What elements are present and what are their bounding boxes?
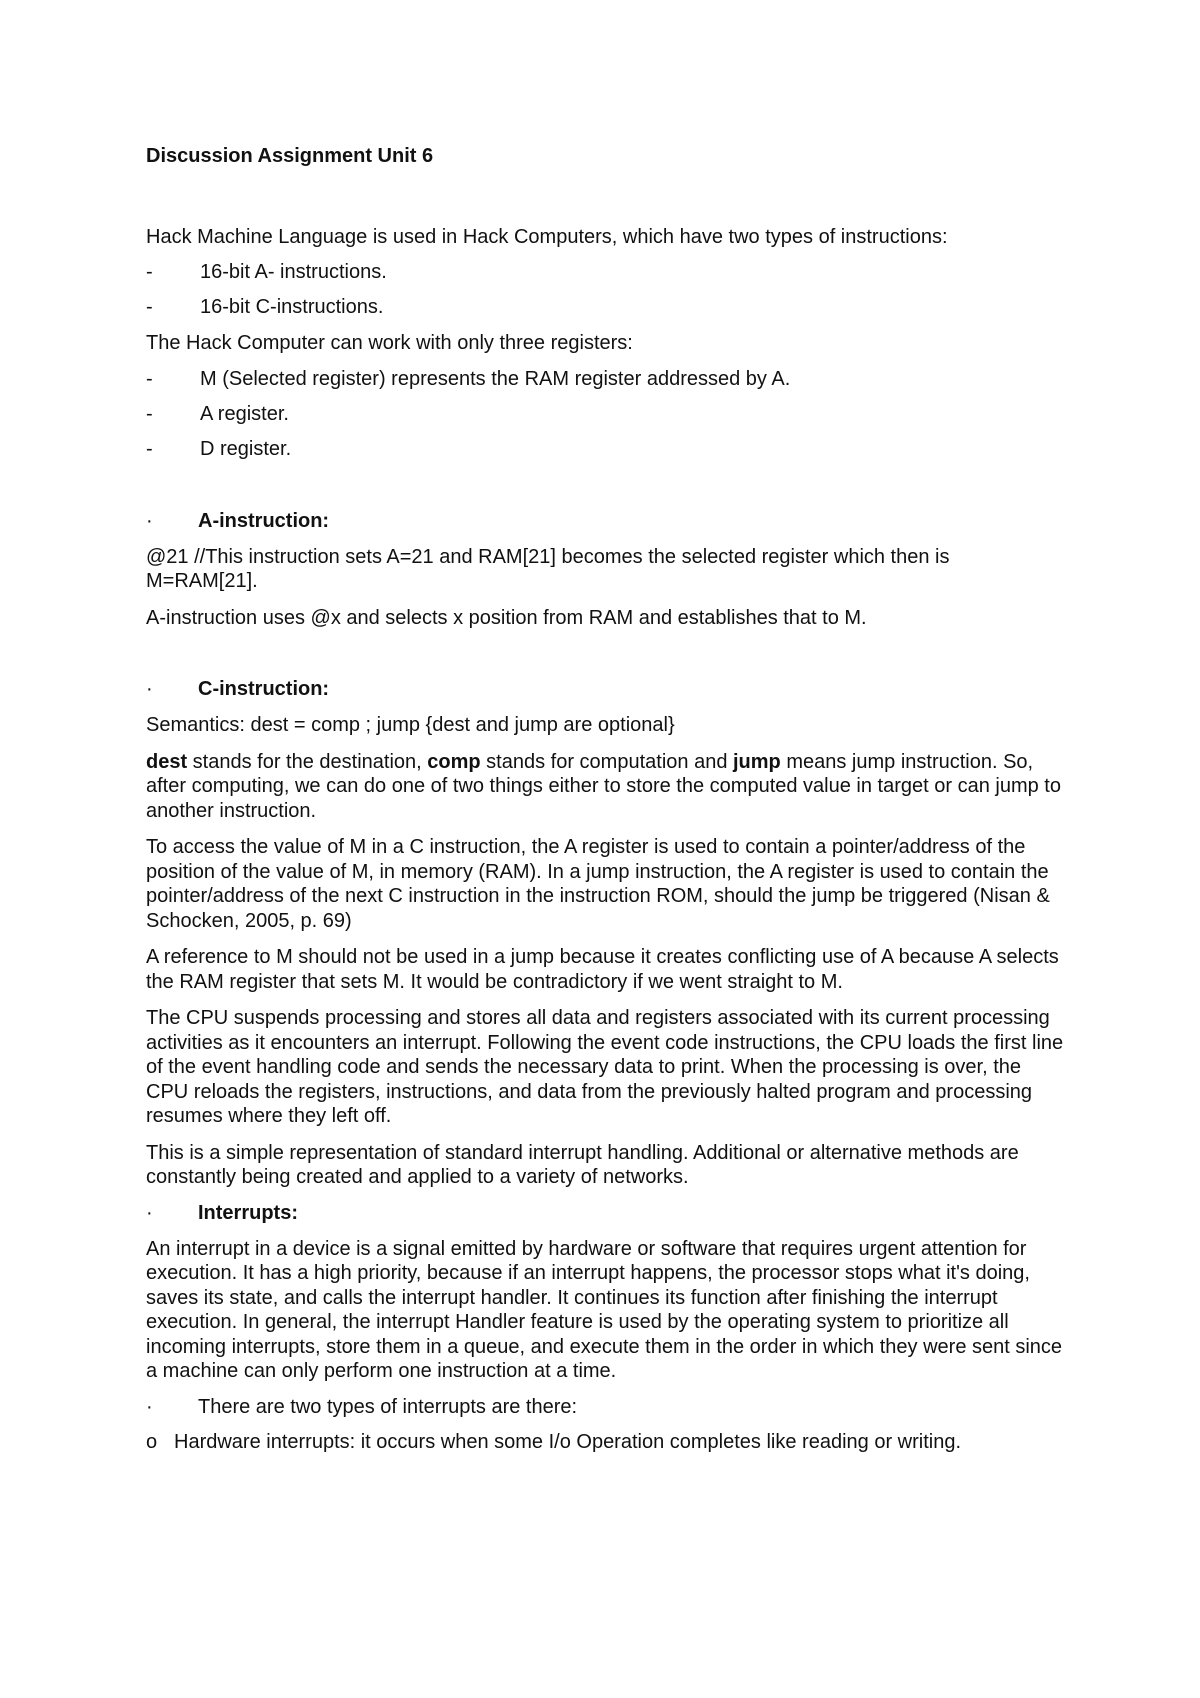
bullet-marker: · [146,509,153,532]
list-item-text: D register. [200,437,292,460]
list-item [146,438,1066,461]
list-item [146,1431,1066,1454]
paragraph: The CPU suspends processing and stores all data and registers associated with its current processing activities as it encounters an interrupt. Following the event code instructions, the CPU loads the first line of the event handling code and sends the necessary data to print. When the processing is over, the CPU reloads the registers, instructions, and data from the previously halted program and processing resumes where they left off. [146,1007,1064,1127]
list-item-text: A register. [200,402,289,425]
paragraph: This is a simple representation of standard interrupt handling. Additional or alternative methods are constantly being created and applied to a variety of networks. [146,1141,1019,1188]
section-heading-a-instruction [146,510,1066,533]
interrupts-paragraph: An interrupt in a device is a signal emitted by hardware or software that requires urgent attention for execution. It has a high priority, because if an interrupt happens, the processor stops what it's doing, saves its state, and calls the interrupt handler. It continues its function after finishing the interrupt execution. In general, the interrupt Handler feature is used by the operating system to prioritize all incoming interrupts, store them in a queue, and execute them in the order in which they were sent since a machine can only perform one instruction at a time. [146,1237,1063,1382]
dash-marker: - [146,261,153,283]
section-heading-c-instruction [146,678,1066,701]
section-heading-text: C-instruction: [198,678,330,700]
bullet-marker: · [146,678,153,700]
dash-marker: - [146,367,153,390]
c-instruction-semantics: Semantics: dest = comp ; jump {dest and jump are optional} [146,714,675,736]
a-instruction-example: @21 //This instruction sets A=21 and RAM[21] becomes the selected register which then is M=RAM[21]. [146,545,950,592]
list-item-text: 16-bit C-instructions. [200,296,384,318]
dash-marker: - [146,437,153,460]
list-item [146,1396,1066,1419]
o-marker: o [146,1430,158,1453]
a-instruction-description: A-instruction uses @x and selects x position from RAM and establishes that to M. [146,606,867,629]
document-body [146,144,1066,1454]
term-dest: dest [146,750,188,773]
section-heading-text: Interrupts: [198,1201,298,1224]
list-item-text: There are two types of interrupts are there: [198,1395,578,1418]
list-item [146,261,1066,284]
list-item [146,403,1066,426]
list-item [146,296,1066,319]
section-heading-text: A-instruction: [198,509,330,532]
document-title: Discussion Assignment Unit 6 [146,145,434,167]
section-heading-interrupts [146,1202,1066,1225]
list-item-text: M (Selected register) represents the RAM register addressed by A. [200,367,791,390]
list-item [146,368,1066,391]
list-item-text: Hardware interrupts: it occurs when some I/o Operation completes like reading or writing. [174,1430,962,1453]
paragraph: To access the value of M in a C instruction, the A register is used to contain a pointer/address of the position of the value of M, in memory (RAM). In a jump instruction, the A register is used to contain the pointer/address of the next C instruction in the instruction ROM, should the jump be triggered (Nisan & Schocken, 2005, p. 69) [146,836,1050,932]
intro-paragraph: Hack Machine Language is used in Hack Computers, which have two types of instructions: [146,225,948,248]
bullet-marker: · [146,1395,153,1418]
bullet-marker: · [146,1201,153,1224]
term-jump: jump [733,750,781,773]
term-comp: comp [427,750,481,773]
registers-intro: The Hack Computer can work with only three registers: [146,332,633,354]
paragraph: A reference to M should not be used in a jump because it creates conflicting use of A because A selects the RAM register that sets M. It would be contradictory if we went straight to M. [146,946,1059,993]
dash-marker: - [146,296,153,318]
list-item-text: 16-bit A- instructions. [200,261,387,283]
c-instruction-definitions: dest stands for the destination, comp stands for computation and jump means jump instruction. So, after computing, we can do one of two things either to store the computed value in target or can jump to another instruction. [146,750,1061,822]
dash-marker: - [146,402,153,425]
